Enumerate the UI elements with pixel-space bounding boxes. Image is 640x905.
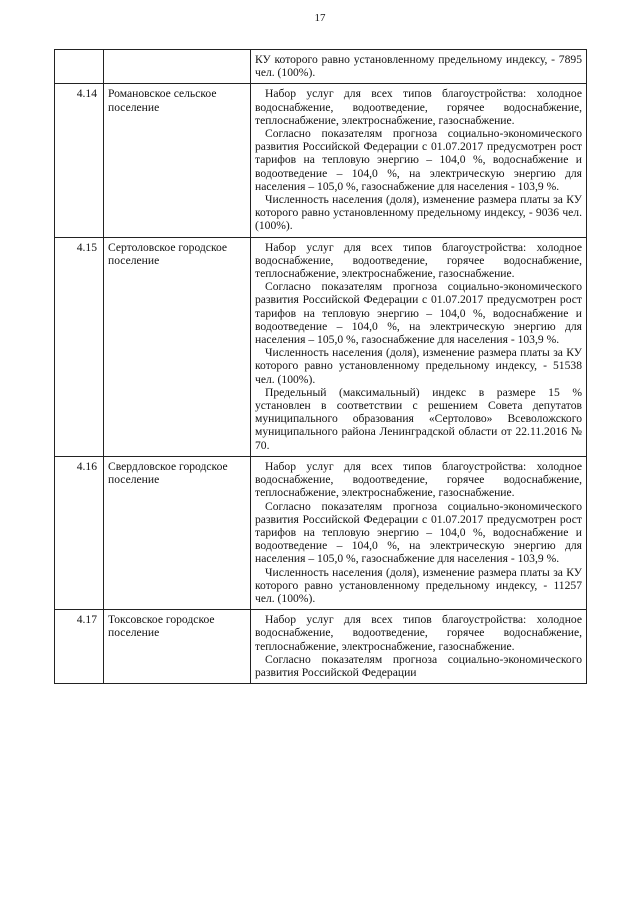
paragraph: Набор услуг для всех типов благоустройства: холодное водоснабжение, водоотведение, горячее водоснабжение, теплоснабжение, электроснабжение, газоснабжение. <box>255 240 582 281</box>
description-cell <box>251 84 587 237</box>
table-row <box>55 237 587 456</box>
paragraph: Набор услуг для всех типов благоустройства: холодное водоснабжение, водоотведение, горячее водоснабжение, теплоснабжение, электроснабжение, газоснабжение. <box>255 613 582 653</box>
row-number: 4.15 <box>55 237 104 456</box>
row-number: 4.16 <box>55 456 104 609</box>
description-cell <box>251 610 587 684</box>
row-number: 4.17 <box>55 610 104 684</box>
paragraph: Согласно показателям прогноза социально-экономического развития Российской Федерации с 01.07.2017 предусмотрен рост тарифов на тепловую энергию – 104,0 %, водоснабжение и водоотведение – 104,0 %, на электрическую энергию для населения – 105,0 %, газоснабжение для населения - 103,9 %. <box>255 280 582 347</box>
paragraph: Численность населения (доля), изменение размера платы за КУ которого равно установленному предельному индексу, - 51538 чел. (100%). <box>255 346 582 386</box>
description-cell <box>251 50 587 84</box>
paragraph: Набор услуг для всех типов благоустройства: холодное водоснабжение, водоотведение, горячее водоснабжение, теплоснабжение, электроснабжение, газоснабжение. <box>255 459 582 500</box>
paragraph: КУ которого равно установленному предельному индексу, - 7895 чел. (100%). <box>255 53 582 80</box>
description-cell <box>251 237 587 456</box>
table-row <box>55 610 587 684</box>
paragraph: Численность населения (доля), изменение размера платы за КУ которого равно установленному предельному индексу, - 11257 чел. (100%). <box>255 565 582 605</box>
paragraph: Набор услуг для всех типов благоустройства: холодное водоснабжение, водоотведение, горячее водоснабжение, теплоснабжение, электроснабжение, газоснабжение. <box>255 87 582 127</box>
description-cell <box>251 456 587 609</box>
settlement-name: Романовское сельское поселение <box>104 84 251 237</box>
page-number: 17 <box>314 12 326 24</box>
settlement-name <box>104 50 251 84</box>
table-row <box>55 456 587 609</box>
paragraph: Согласно показателям прогноза социально-экономического развития Российской Федерации с 01.07.2017 предусмотрен рост тарифов на тепловую энергию – 104,0 %, водоснабжение и водоотведение – 104,0 %, на электрическую энергию для населения – 105,0 %, газоснабжение для населения - 103,9 %. <box>255 127 582 193</box>
settlement-name: Сертоловское городское поселение <box>104 237 251 456</box>
paragraph: Численность населения (доля), изменение размера платы за КУ которого равно установленному предельному индексу, - 9036 чел. (100%). <box>255 193 582 233</box>
settlement-name: Свердловское городское поселение <box>104 456 251 609</box>
tariff-table <box>54 49 587 684</box>
paragraph: Согласно показателям прогноза социально-экономического развития Российской Федерации <box>255 652 582 679</box>
table-row <box>55 84 587 237</box>
settlement-name: Токсовское городское поселение <box>104 610 251 684</box>
row-number <box>55 50 104 84</box>
paragraph: Предельный (максимальный) индекс в размере 15 % установлен в соответствии с решением Совета депутатов муниципального образования «Сертолово» Всеволожского муниципального района Ленинградской области от 22.11.2016 № 70. <box>255 385 582 452</box>
table-row <box>55 50 587 84</box>
row-number: 4.14 <box>55 84 104 237</box>
paragraph: Согласно показателям прогноза социально-экономического развития Российской Федерации с 01.07.2017 предусмотрен рост тарифов на тепловую энергию – 104,0 %, водоснабжение и водоотведение – 104,0 %, на электрическую энергию для населения – 105,0 %, газоснабжение для населения - 103,9 %. <box>255 499 582 566</box>
